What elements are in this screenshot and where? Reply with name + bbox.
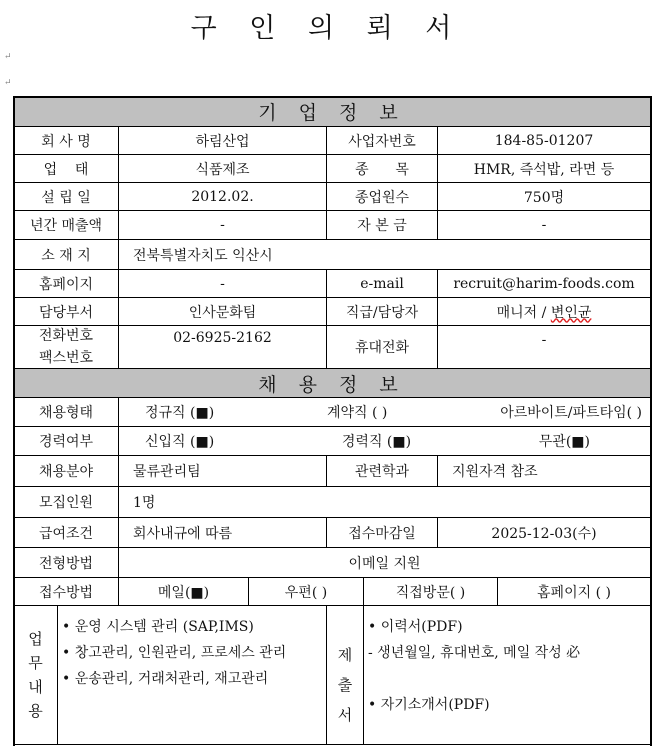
label-email: e-mail bbox=[326, 269, 438, 298]
position: 매니저 / bbox=[496, 304, 551, 321]
label-career: 경력여부 bbox=[13, 426, 119, 456]
list-item: • 이력서(PDF) bbox=[368, 619, 463, 635]
label-screening: 전형방법 bbox=[13, 547, 119, 578]
value-founded: 2012.02. bbox=[118, 182, 327, 211]
option-new-grad[interactable]: 신입직 (■) bbox=[145, 434, 215, 450]
label-char: 무 bbox=[28, 654, 43, 672]
employment-type-options bbox=[118, 397, 651, 427]
option-email[interactable]: 메일(■) bbox=[118, 577, 249, 606]
person-name: 변인균 bbox=[550, 304, 592, 321]
label-homepage: 홈페이지 bbox=[13, 269, 119, 298]
label-major: 관련학과 bbox=[326, 455, 438, 487]
label-phone: 전화번호 bbox=[38, 328, 94, 344]
label-deadline: 접수마감일 bbox=[326, 517, 438, 548]
documents-list bbox=[363, 605, 651, 745]
label-business-number: 사업자번호 bbox=[326, 126, 438, 155]
label-annual-revenue: 년간 매출액 bbox=[13, 210, 119, 240]
value-department: 인사문화팀 bbox=[118, 297, 327, 326]
label-capital: 자 본 금 bbox=[326, 210, 438, 240]
value-company-name: 하림산업 bbox=[118, 126, 327, 155]
section-header-recruit: 채 용 정 보 bbox=[13, 368, 651, 398]
value-annual-revenue: - bbox=[118, 210, 327, 240]
value-capital: - bbox=[437, 210, 651, 240]
value-business-type: 식품제조 bbox=[118, 154, 327, 183]
career-options bbox=[118, 426, 651, 456]
value-email[interactable]: recruit@harim-foods.com bbox=[437, 269, 651, 298]
value-business-item: HMR, 즉석밥, 라면 등 bbox=[437, 154, 651, 183]
value-homepage: - bbox=[118, 269, 327, 298]
label-documents bbox=[326, 605, 364, 745]
label-char: 제 bbox=[337, 646, 353, 664]
label-employment-type: 채용형태 bbox=[13, 397, 119, 427]
value-headcount: 1명 bbox=[118, 486, 651, 518]
label-mobile: 휴대전화 bbox=[326, 325, 438, 369]
option-part-time[interactable]: 아르바이트/파트타임( ) bbox=[500, 405, 642, 421]
value-business-number: 184-85-01207 bbox=[437, 126, 651, 155]
option-any[interactable]: 무관(■) bbox=[538, 434, 590, 450]
label-salary: 급여조건 bbox=[13, 517, 119, 548]
label-founded: 설 립 일 bbox=[13, 182, 119, 211]
label-employees: 종업원수 bbox=[326, 182, 438, 211]
label-department: 담당부서 bbox=[13, 297, 119, 326]
value-employees: 750명 bbox=[437, 182, 651, 211]
label-apply-method: 접수방법 bbox=[13, 577, 119, 606]
value-phone: 02-6925-2162 bbox=[118, 325, 327, 369]
value-screening: 이메일 지원 bbox=[118, 547, 651, 578]
value-mobile: - bbox=[437, 325, 651, 369]
label-phone-fax bbox=[13, 325, 119, 369]
list-item: • 자기소개서(PDF) bbox=[368, 697, 490, 713]
label-business-item: 종 목 bbox=[326, 154, 438, 183]
paragraph-mark: ↵ bbox=[4, 78, 12, 88]
duties-list bbox=[57, 605, 327, 745]
value-salary: 회사내규에 따름 bbox=[118, 517, 327, 548]
label-char: 업 bbox=[28, 630, 43, 648]
label-business-type: 업 태 bbox=[13, 154, 119, 183]
label-location: 소 재 지 bbox=[13, 239, 119, 270]
value-contact-person bbox=[437, 297, 651, 326]
option-permanent[interactable]: 정규직 (■) bbox=[145, 405, 215, 421]
list-item: • 운영 시스템 관리 (SAP,IMS) bbox=[62, 619, 254, 635]
label-headcount: 모집인원 bbox=[13, 486, 119, 518]
value-major: 지원자격 참조 bbox=[437, 455, 651, 487]
option-homepage[interactable]: 홈페이지 ( ) bbox=[497, 577, 651, 606]
label-char: 서 bbox=[337, 706, 353, 724]
option-experienced[interactable]: 경력직 (■) bbox=[341, 434, 412, 450]
label-char: 출 bbox=[337, 676, 353, 694]
label-contact-person: 직급/담당자 bbox=[326, 297, 438, 326]
list-item: • 창고관리, 인원관리, 프로세스 관리 bbox=[62, 645, 287, 661]
label-field: 채용분야 bbox=[13, 455, 119, 487]
section-header-company: 기 업 정 보 bbox=[13, 96, 651, 127]
value-deadline: 2025-12-03(수) bbox=[437, 517, 651, 548]
option-visit[interactable]: 직접방문( ) bbox=[363, 577, 498, 606]
label-char: 내 bbox=[28, 678, 43, 696]
page-title: 구 인 의 뢰 서 bbox=[190, 13, 464, 44]
label-company-name: 회 사 명 bbox=[13, 126, 119, 155]
option-contract[interactable]: 계약직 ( ) bbox=[326, 405, 388, 421]
label-char: 용 bbox=[28, 702, 43, 720]
list-item: • 운송관리, 거래처관리, 재고관리 bbox=[62, 671, 269, 687]
label-fax: 팩스번호 bbox=[38, 350, 94, 366]
list-item: - 생년월일, 휴대번호, 메일 작성 必 bbox=[368, 645, 581, 661]
value-field: 물류관리팀 bbox=[118, 455, 327, 487]
paragraph-mark: ↵ bbox=[4, 52, 12, 62]
label-duties bbox=[13, 605, 58, 745]
value-location: 전북특별자치도 익산시 bbox=[118, 239, 651, 270]
option-post[interactable]: 우편( ) bbox=[248, 577, 364, 606]
